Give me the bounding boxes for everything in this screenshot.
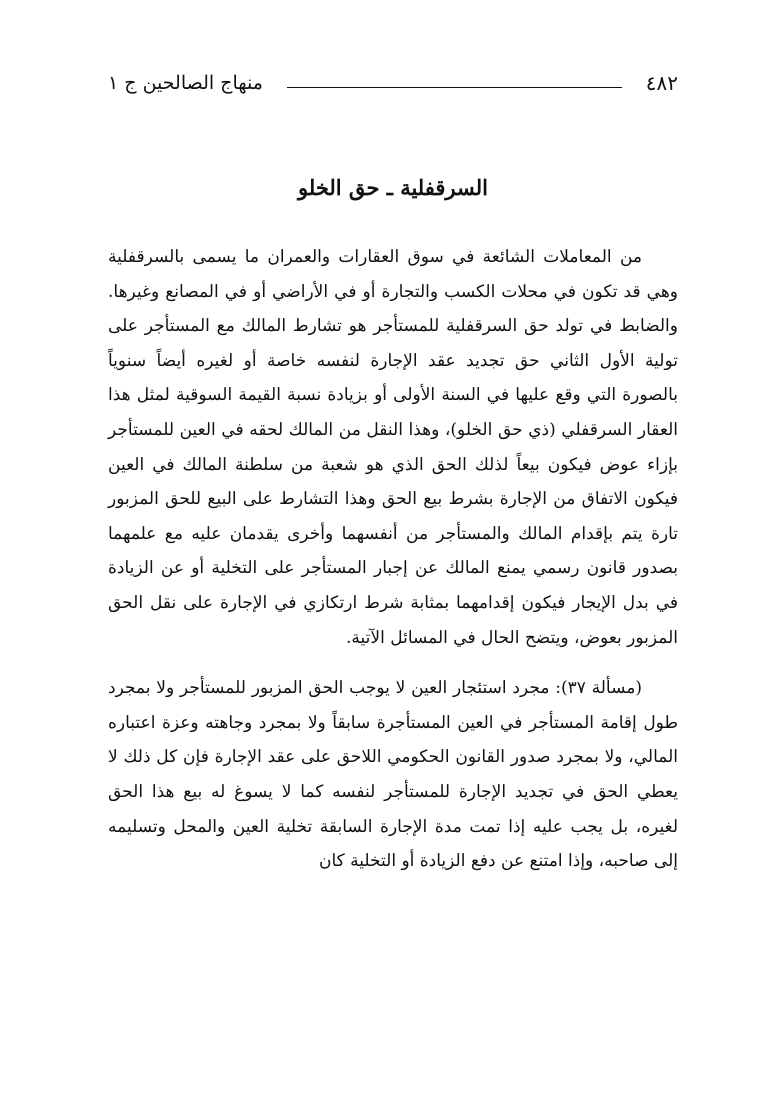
header-divider [287,87,622,88]
page-header [108,66,678,100]
section-title: السرقفلية ـ حق الخلو [298,175,488,200]
paragraph-issue-37: (مسألة ٣٧): مجرد استئجار العين لا يوجب الحق المزبور للمستأجر ولا بمجرد طول إقامة المستأجر في العين المستأجرة سابقاً ولا بمجرد وجاهته وعزة اعتباره المالي، ولا بمجرد صدور القانون الحكومي اللاحق على عقد الإجارة فإن كل ذلك لا يعطي الحق في تجديد الإجارة للمستأجر لنفسه كما لا يسوغ له بيع هذا الحق لغيره، بل يجب عليه إذا تمت مدة الإجارة السابقة تخلية العين والمحل وتسليمه إلى صاحبه، وإذا امتنع عن دفع الزيادة أو التخلية كان [108,678,678,872]
paragraph-intro: من المعاملات الشائعة في سوق العقارات والعمران ما يسمى بالسرقفلية وهي قد تكون في محلات الكسب والتجارة أو في الأراضي أو في المصانع وغيرها. والضابط في تولد حق السرقفلية للمستأجر هو تشارط المالك مع المستأجر على تولية الأول الثاني حق تجديد عقد الإجارة لنفسه خاصة أو لغيره أيضاً سنوياً بالصورة التي وقع عليها في السنة الأولى أو بزيادة نسبة القيمة السوقية لمثل هذا العقار السرقفلي (ذي حق الخلو)، وهذا النقل من المالك لحقه في العين للمستأجر بإزاء عوض فيكون بيعاً لذلك الحق الذي هو شعبة من سلطنة المالك في العين فيكون الاتفاق من الإجارة بشرط بيع الحق وهذا التشارط على البيع للحق المزبور تارة يتم بإقدام المالك والمستأجر من أنفسهما وأخرى يقدمان عليه مع علمهما بصدور قانون رسمي يمنع المالك عن إجبار المستأجر على التخلية أو عن الزيادة في بدل الإيجار فيكون إقدامهما بمثابة شرط ارتكازي في الإجارة على نقل الحق المزبور بعوض، ويتضح الحال في المسائل الآتية. [108,247,678,648]
running-book-title: منهاج الصالحين ج ١ [108,72,263,94]
body-text [108,240,678,879]
page-number: ٤٨٢ [645,71,678,95]
